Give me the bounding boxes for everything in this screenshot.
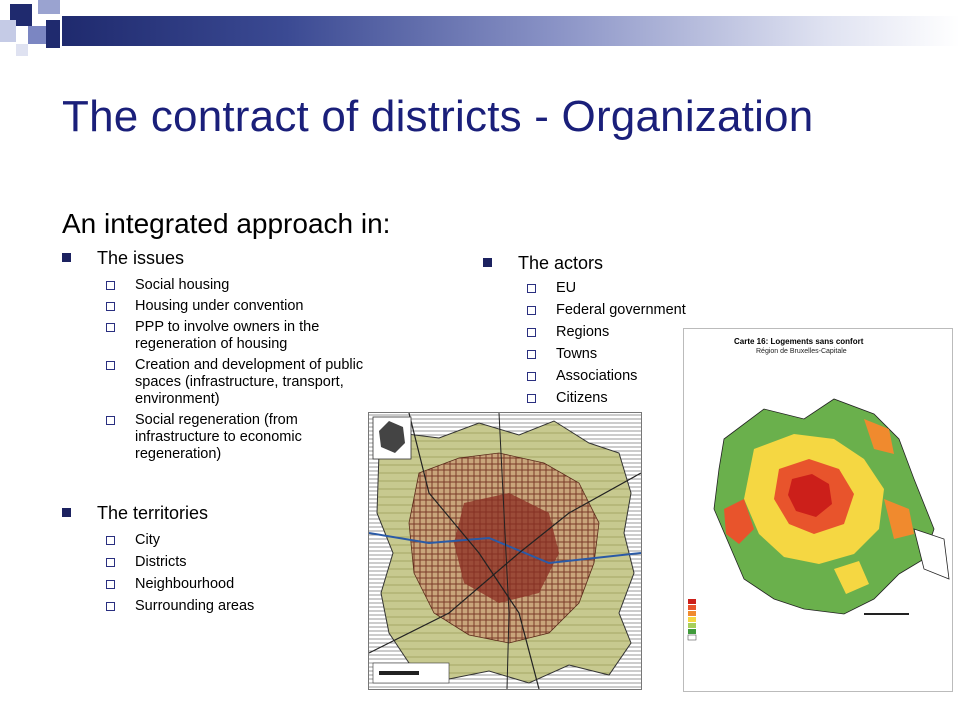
issues-heading: The issues: [97, 248, 185, 268]
territories-list: [106, 532, 362, 615]
issues-list: [106, 277, 412, 463]
territories-heading: The territories: [97, 503, 209, 523]
list-item: Associations: [527, 368, 763, 385]
street-map-image: [368, 412, 642, 690]
checkbox-bullet-icon: [527, 284, 536, 293]
list-item: Social regeneration (from infrastructure to economic regeneration): [106, 412, 366, 463]
territories-section: [62, 503, 362, 615]
actors-heading: The actors: [518, 253, 604, 273]
territories-bullet: [62, 503, 362, 524]
corner-square-5: [46, 20, 60, 48]
checkbox-bullet-icon: [106, 302, 115, 311]
square-bullet-icon: [62, 508, 71, 517]
issues-bullet: [62, 248, 412, 269]
checkbox-bullet-icon: [106, 361, 115, 370]
checkbox-bullet-icon: [106, 558, 115, 567]
issues-section: [62, 248, 412, 463]
corner-square-2: [38, 0, 60, 14]
slide-subtitle: An integrated approach in:: [62, 208, 391, 239]
list-item: Social housing: [106, 277, 412, 294]
square-bullet-icon: [62, 253, 71, 262]
checkbox-bullet-icon: [106, 536, 115, 545]
actors-bullet: [483, 253, 763, 274]
checkbox-bullet-icon: [527, 394, 536, 403]
header-gradient-bar: [62, 16, 960, 46]
map-subtitle: Région de Bruxelles-Capitale: [756, 348, 847, 355]
checkbox-bullet-icon: [527, 328, 536, 337]
list-item: Federal government: [527, 302, 763, 319]
list-item: City: [106, 532, 362, 549]
list-item: EU: [527, 280, 763, 297]
corner-square-6: [16, 44, 28, 56]
corner-square-4: [28, 26, 46, 44]
list-item: Creation and development of public spaces (infrastructure, transport, environment): [106, 357, 406, 408]
list-item: PPP to involve owners in the regeneration of housing: [106, 319, 376, 353]
checkbox-bullet-icon: [106, 323, 115, 332]
checkbox-bullet-icon: [106, 580, 115, 589]
list-item: Citizens: [527, 390, 763, 407]
checkbox-bullet-icon: [106, 416, 115, 425]
checkbox-bullet-icon: [527, 372, 536, 381]
list-item: Regions: [527, 324, 763, 341]
checkbox-bullet-icon: [106, 281, 115, 290]
map-title: Carte 16: Logements sans confort: [734, 337, 864, 346]
list-item: Towns: [527, 346, 763, 363]
slide-title: The contract of districts - Organization: [62, 92, 814, 141]
choropleth-map-image: [683, 328, 953, 692]
list-item: Neighbourhood: [106, 576, 362, 593]
checkbox-bullet-icon: [527, 306, 536, 315]
square-bullet-icon: [483, 258, 492, 267]
checkbox-bullet-icon: [106, 602, 115, 611]
choropleth-map-svg: [684, 329, 952, 691]
list-item: Surrounding areas: [106, 598, 362, 615]
street-map-svg: [369, 413, 641, 689]
list-item: Housing under convention: [106, 298, 412, 315]
list-item: Districts: [106, 554, 362, 571]
checkbox-bullet-icon: [527, 350, 536, 359]
corner-square-3: [0, 20, 16, 42]
